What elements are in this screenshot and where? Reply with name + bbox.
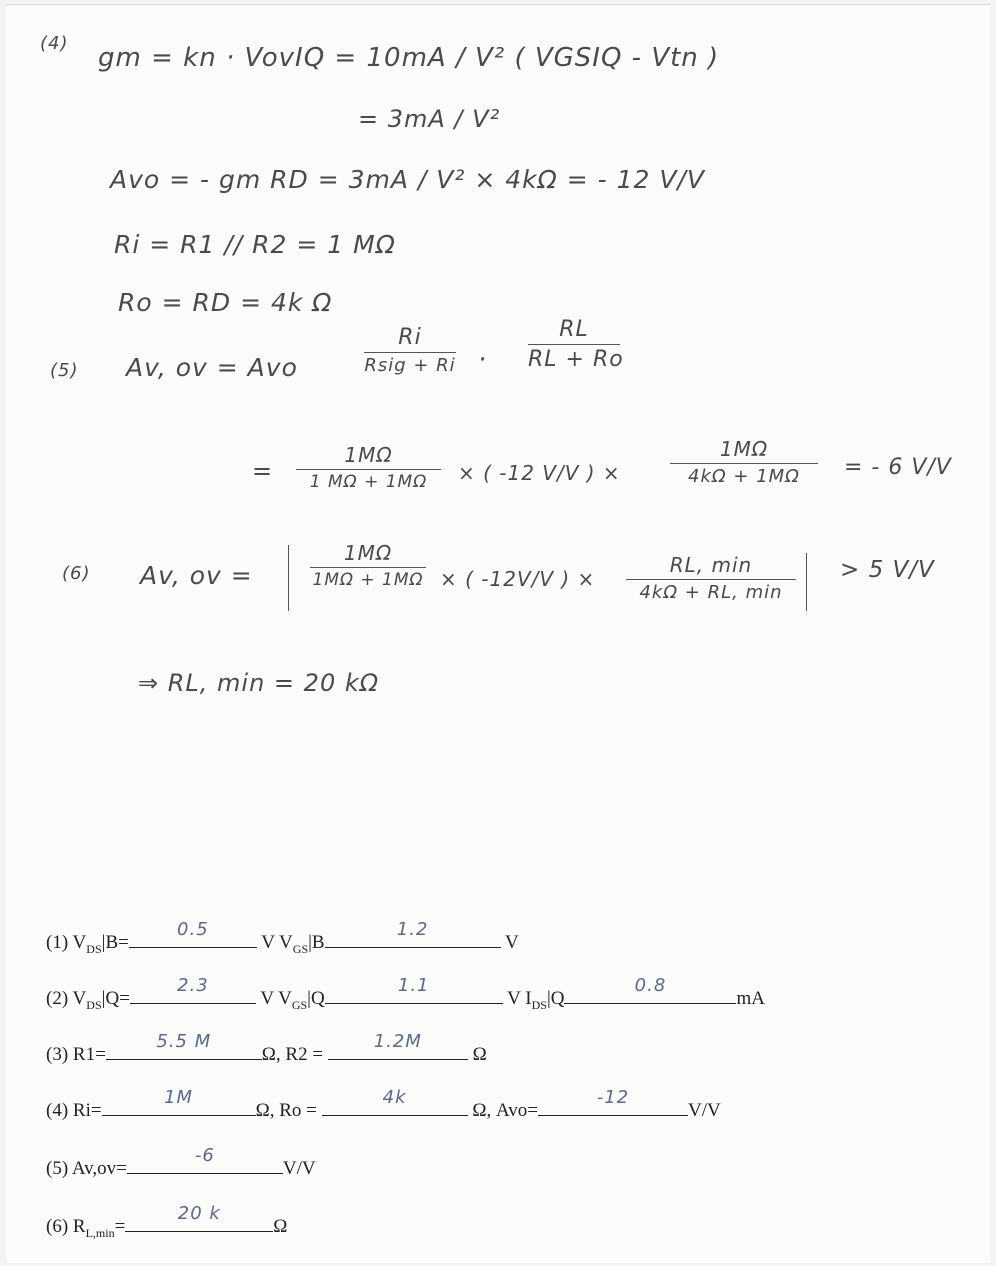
q4-ro-blank[interactable] (322, 1087, 468, 1116)
q5-label: (5) Av,ov= (46, 1158, 127, 1179)
p6-n2: RL, min (669, 553, 753, 577)
p6-d2: 4kΩ + RL, min (639, 582, 783, 603)
answer-line-1 (46, 919, 519, 957)
q6-rlmin-value: 20 k (177, 1203, 221, 1224)
p5-fraction-2 (670, 437, 818, 487)
p5-equals: = (252, 457, 274, 485)
p5-label: (5) (50, 360, 79, 381)
q6-mid: = (114, 1216, 126, 1237)
answer-sheet (6, 4, 990, 1263)
p6-label: (6) (62, 563, 91, 584)
answer-line-2 (46, 975, 765, 1013)
q1-mid: |B= (101, 932, 129, 953)
p6-fraction-2 (626, 553, 796, 603)
p6-result: > 5 V/V (840, 557, 935, 583)
p6-fraction-1 (310, 541, 426, 590)
p5-frac2-num: RL (559, 317, 589, 342)
p4-gm-equation: gm = kn · VovIQ = 10mA / V² ( VGSIQ - Vtn ) (98, 43, 720, 73)
q4-avo-value: -12 (596, 1087, 630, 1108)
fraction-bar (364, 352, 456, 353)
fraction-bar (310, 567, 426, 568)
fraction-bar (296, 469, 441, 470)
p4-ro-equation: Ro = RD = 4k Ω (118, 288, 333, 317)
q5-unit: V/V (282, 1158, 316, 1179)
q4-unit: Ω, Ro = (255, 1100, 317, 1121)
q1-vds-blank[interactable] (129, 919, 257, 948)
p5-frac1-den: Rsig + Ri (364, 355, 456, 376)
p5-n1: 1MΩ (344, 443, 393, 467)
q1-vgs-value: 1.2 (396, 919, 429, 940)
q1-sub-ds: DS (86, 941, 102, 956)
q4-ri-value: 1M (164, 1087, 194, 1108)
q3-r2-value: 1.2M (373, 1031, 422, 1052)
p4-gm-result: = 3mA / V² (358, 105, 501, 133)
answer-line-3 (46, 1031, 487, 1066)
p5-result: = - 6 V/V (844, 455, 952, 480)
q2-ids-blank[interactable] (564, 975, 736, 1004)
q5-avov-value: -6 (194, 1145, 215, 1166)
p4-ri-equation: Ri = R1 // R2 = 1 MΩ (114, 230, 396, 259)
q4-ri-blank[interactable] (102, 1087, 256, 1116)
q4-unit3: V/V (688, 1100, 721, 1121)
q1-vgs-blank[interactable] (325, 919, 501, 948)
q2-unit: V V (260, 988, 292, 1009)
q3-label: (3) R1= (46, 1044, 106, 1065)
p4-avo-equation: Avo = - gm RD = 3mA / V² × 4kΩ = - 12 V/V (110, 165, 705, 194)
p5-frac1-num: Ri (398, 325, 422, 350)
q2-ids-value: 0.8 (634, 975, 667, 996)
q5-avov-blank[interactable] (127, 1145, 283, 1174)
p5-dot: · (478, 345, 488, 375)
q3-r1-blank[interactable] (106, 1031, 262, 1060)
q2-label: (2) V (46, 988, 87, 1009)
q4-avo-blank[interactable] (538, 1087, 688, 1116)
q6-rlmin-blank[interactable] (125, 1203, 273, 1232)
q6-label: (6) R (46, 1216, 86, 1237)
fraction-bar (670, 463, 818, 464)
q2-mid: |Q= (101, 988, 130, 1009)
fraction-bar (528, 344, 620, 345)
q2-unit3: mA (736, 988, 765, 1009)
q2-vds-value: 2.3 (177, 975, 209, 996)
q4-ro-value: 4k (382, 1087, 407, 1108)
q1-mid2: |B (308, 932, 325, 953)
q2-vgs-blank[interactable] (325, 975, 503, 1004)
p5-middle: × ( -12 V/V ) × (458, 461, 621, 485)
p6-lhs: Av, ov = (140, 561, 253, 590)
q6-sub: L,min (85, 1225, 115, 1240)
abs-bracket-left (288, 545, 289, 611)
abs-bracket-right (806, 553, 807, 611)
q2-unit2: V I (507, 988, 532, 1009)
q2-sub-gs: GS (291, 997, 308, 1012)
q2-sub-ds2: DS (531, 997, 547, 1012)
p5-fraction-rl (528, 317, 624, 372)
p5-lhs: Av, ov = Avo (126, 353, 298, 382)
q2-sub-ds: DS (86, 997, 102, 1012)
p5-frac2-den: RL + Ro (528, 347, 624, 372)
q2-mid2: |Q (307, 988, 325, 1009)
q3-unit2: Ω (472, 1044, 487, 1065)
p6-conclusion: ⇒ RL, min = 20 kΩ (138, 669, 380, 697)
q4-label: (4) Ri= (46, 1100, 102, 1121)
q3-r1-value: 5.5 M (156, 1031, 212, 1052)
q1-sub-gs: GS (292, 941, 309, 956)
p5-d2: 4kΩ + 1MΩ (688, 466, 800, 487)
p6-n1: 1MΩ (343, 541, 393, 565)
p4-label: (4) (40, 33, 69, 54)
q3-r2-blank[interactable] (328, 1031, 468, 1060)
answer-line-4 (46, 1087, 721, 1122)
fraction-bar (626, 579, 796, 580)
p5-d1: 1 MΩ + 1MΩ (309, 472, 428, 492)
q1-unit2: V (505, 932, 519, 953)
p5-fraction-1 (296, 443, 441, 492)
p5-fraction-ri (364, 325, 456, 376)
q4-unit2: Ω, Avo= (472, 1100, 538, 1121)
q2-vds-blank[interactable] (130, 975, 256, 1004)
p6-d1: 1MΩ + 1MΩ (312, 570, 424, 590)
p5-n2: 1MΩ (719, 437, 769, 461)
q2-mid3: |Q (546, 988, 565, 1009)
q2-vgs-value: 1.1 (397, 975, 430, 996)
q1-label: (1) V (46, 932, 87, 953)
q1-unit: V V (261, 932, 293, 953)
p6-middle: × ( -12V/V ) × (440, 567, 596, 591)
q3-unit: Ω, R2 = (261, 1044, 324, 1065)
answer-line-5 (46, 1145, 316, 1180)
answer-line-6 (46, 1203, 288, 1241)
q1-vds-value: 0.5 (177, 919, 209, 940)
q6-unit: Ω (273, 1216, 288, 1237)
